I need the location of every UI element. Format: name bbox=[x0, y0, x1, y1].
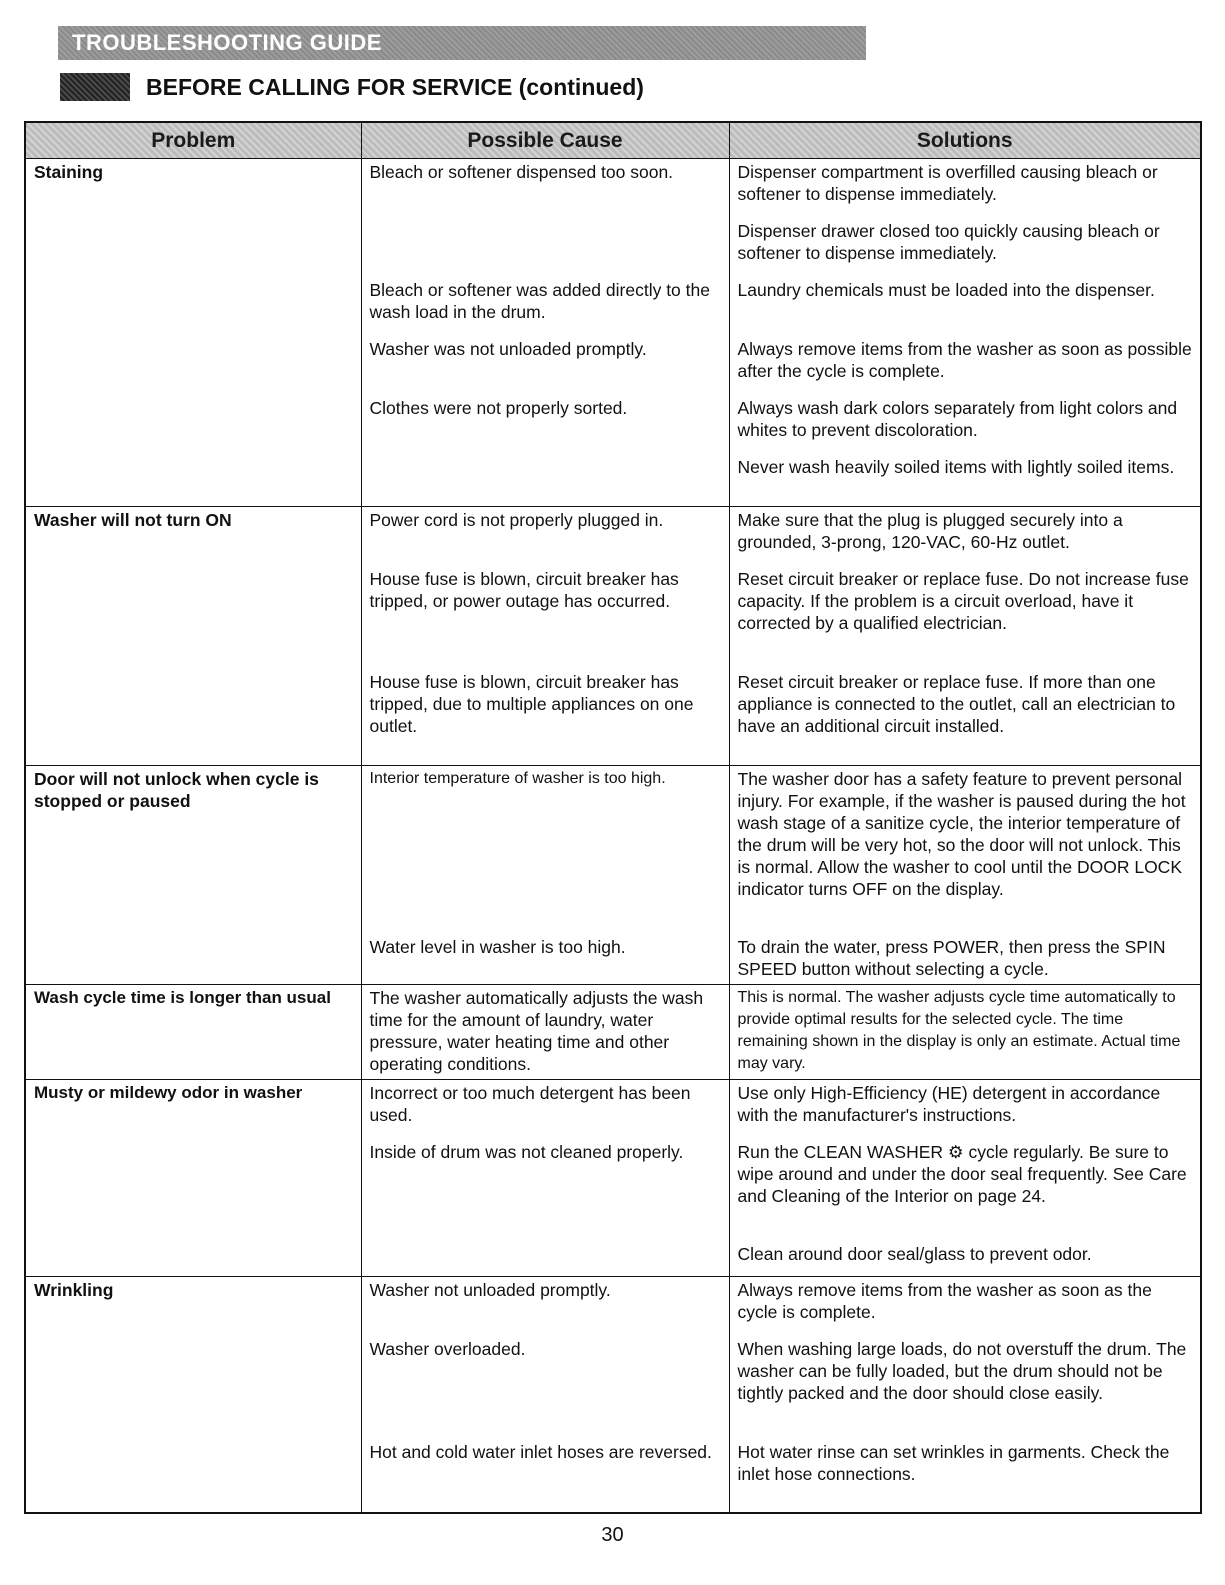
solution-cell: Always remove items from the washer as soon as the cycle is complete. bbox=[729, 1277, 1201, 1336]
troubleshooting-table bbox=[24, 121, 1202, 1514]
problem-washer-will-not-turn-on: Washer will not turn ON bbox=[25, 507, 361, 766]
column-header-problem: Problem bbox=[25, 122, 361, 159]
cause-cell: Bleach or softener dispensed too soon. bbox=[361, 159, 729, 218]
solution-cell: To drain the water, press POWER, then press the SPIN SPEED button without selecting a cycle. bbox=[729, 934, 1201, 985]
table-row bbox=[25, 985, 1201, 1080]
solution-cell: Always wash dark colors separately from light colors and whites to prevent discoloration. bbox=[729, 395, 1201, 454]
cause-cell: Power cord is not properly plugged in. bbox=[361, 507, 729, 566]
problem-wash-cycle-time: Wash cycle time is longer than usual bbox=[25, 985, 361, 1080]
solution-cell: The washer door has a safety feature to prevent personal injury. For example, if the washer is paused during the hot wash stage of a sanitize cycle, the interior temperature of the drum will be very hot, so the door will not unlock. This is normal. Allow the washer to cool until the DOOR LOCK indicator turns OFF on the display. bbox=[729, 766, 1201, 934]
table-row bbox=[25, 507, 1201, 566]
problem-door-will-not-unlock: Door will not unlock when cycle is stopped or paused bbox=[25, 766, 361, 985]
problem-musty-odor: Musty or mildewy odor in washer bbox=[25, 1080, 361, 1277]
solution-cell: Reset circuit breaker or replace fuse. If more than one appliance is connected to the outlet, call an electrician to have an additional circuit installed. bbox=[729, 669, 1201, 766]
page-number: 30 bbox=[601, 1524, 624, 1546]
cause-cell: Washer overloaded. bbox=[361, 1336, 729, 1439]
cause-cell: Bleach or softener was added directly to the wash load in the drum. bbox=[361, 277, 729, 336]
solution-cell: Laundry chemicals must be loaded into the dispenser. bbox=[729, 277, 1201, 336]
guide-banner: TROUBLESHOOTING GUIDE bbox=[58, 26, 866, 60]
table-row bbox=[25, 1277, 1201, 1336]
solution-cell: Hot water rinse can set wrinkles in garments. Check the inlet hose connections. bbox=[729, 1439, 1201, 1514]
solution-cell: Clean around door seal/glass to prevent odor. bbox=[729, 1241, 1201, 1277]
section-marker-block bbox=[60, 73, 130, 101]
problem-staining: Staining bbox=[25, 159, 361, 507]
cause-cell: Interior temperature of washer is too high. bbox=[361, 766, 729, 934]
problem-wrinkling: Wrinkling bbox=[25, 1277, 361, 1514]
column-header-solutions: Solutions bbox=[729, 122, 1201, 159]
solution-cell: Never wash heavily soiled items with lightly soiled items. bbox=[729, 454, 1201, 507]
section-title: BEFORE CALLING FOR SERVICE (continued) bbox=[146, 73, 644, 100]
cause-cell: House fuse is blown, circuit breaker has tripped, due to multiple appliances on one outlet. bbox=[361, 669, 729, 766]
cause-cell: Water level in washer is too high. bbox=[361, 934, 729, 985]
table-row bbox=[25, 159, 1201, 218]
solution-cell: Run the CLEAN WASHER ⚙ cycle regularly. Be sure to wipe around and under the door seal frequently. See Care and Cleaning of the Interior on page 24. bbox=[729, 1139, 1201, 1241]
cause-cell: Hot and cold water inlet hoses are reversed. bbox=[361, 1439, 729, 1514]
solution-cell: Dispenser compartment is overfilled causing bleach or softener to dispense immediately. bbox=[729, 159, 1201, 218]
table-row bbox=[25, 766, 1201, 934]
table-row bbox=[25, 1080, 1201, 1139]
cause-cell bbox=[361, 218, 729, 277]
solution-cell: This is normal. The washer adjusts cycle time automatically to provide optimal results for the selected cycle. The time remaining shown in the display is only an estimate. Actual time may vary. bbox=[729, 985, 1201, 1080]
solution-cell: Use only High-Efficiency (HE) detergent in accordance with the manufacturer's instructions. bbox=[729, 1080, 1201, 1139]
solution-cell: Make sure that the plug is plugged securely into a grounded, 3-prong, 120-VAC, 60-Hz outlet. bbox=[729, 507, 1201, 566]
solution-cell: Always remove items from the washer as soon as possible after the cycle is complete. bbox=[729, 336, 1201, 395]
column-header-cause: Possible Cause bbox=[361, 122, 729, 159]
cause-cell: Washer was not unloaded promptly. bbox=[361, 336, 729, 395]
cause-cell: Incorrect or too much detergent has been used. bbox=[361, 1080, 729, 1139]
cause-cell bbox=[361, 454, 729, 507]
table-header-row bbox=[25, 122, 1201, 159]
cause-cell: The washer automatically adjusts the wash time for the amount of laundry, water pressure, water heating time and other operating conditions. bbox=[361, 985, 729, 1080]
section-heading bbox=[60, 70, 644, 104]
solution-cell: Reset circuit breaker or replace fuse. Do not increase fuse capacity. If the problem is a circuit overload, have it corrected by a qualified electrician. bbox=[729, 566, 1201, 669]
solution-cell: Dispenser drawer closed too quickly causing bleach or softener to dispense immediately. bbox=[729, 218, 1201, 277]
cause-cell: Clothes were not properly sorted. bbox=[361, 395, 729, 454]
solution-cell: When washing large loads, do not overstuff the drum. The washer can be fully loaded, but the drum should not be tightly packed and the door should close easily. bbox=[729, 1336, 1201, 1439]
cause-cell: Inside of drum was not cleaned properly. bbox=[361, 1139, 729, 1241]
cause-cell bbox=[361, 1241, 729, 1277]
cause-cell: Washer not unloaded promptly. bbox=[361, 1277, 729, 1336]
cause-cell: House fuse is blown, circuit breaker has tripped, or power outage has occurred. bbox=[361, 566, 729, 669]
